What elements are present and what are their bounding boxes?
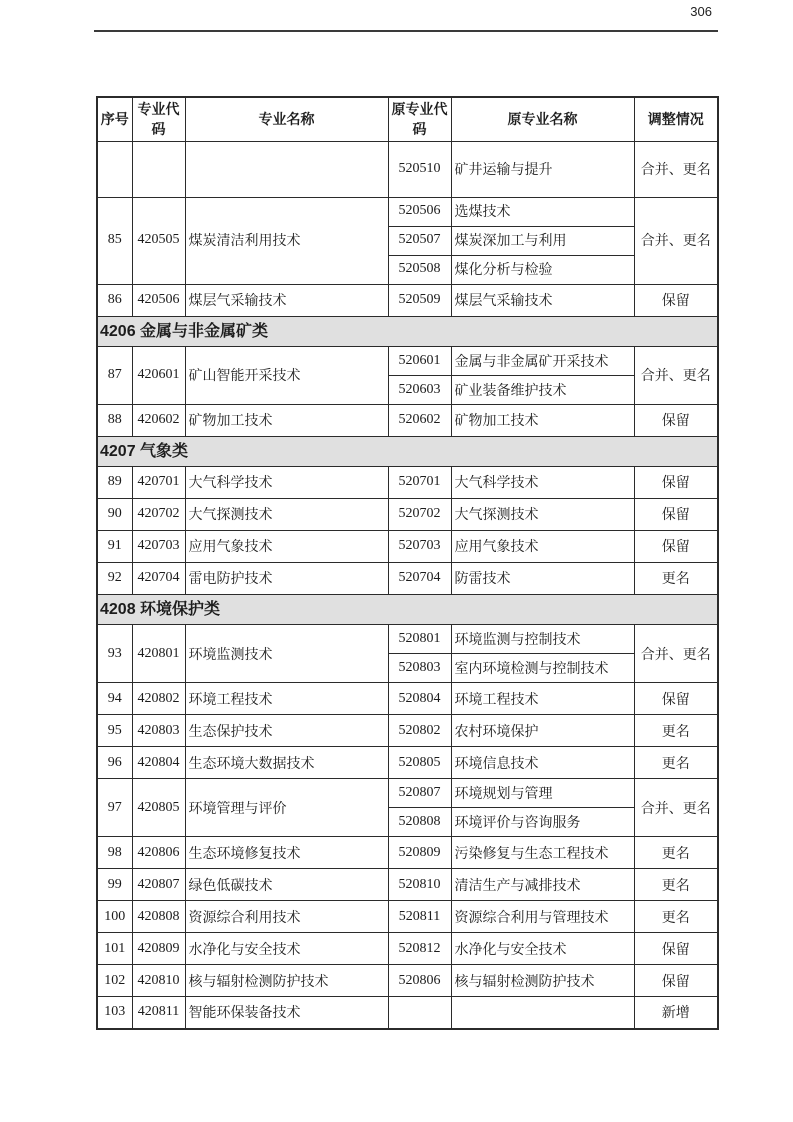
table-row	[97, 197, 718, 226]
cell-code: 420804	[132, 747, 185, 779]
cell-code: 420808	[132, 901, 185, 933]
cell-seq: 93	[97, 625, 132, 683]
cell-old-code: 520809	[388, 837, 451, 869]
cell-old-name: 核与辐射检测防护技术	[451, 965, 634, 997]
cell-code: 420803	[132, 715, 185, 747]
cell-code: 420601	[132, 346, 185, 404]
cell-old-code: 520603	[388, 375, 451, 404]
table-row	[97, 965, 718, 997]
cell-old-code	[388, 997, 451, 1029]
cell-code: 420602	[132, 404, 185, 436]
cell-seq: 87	[97, 346, 132, 404]
section-header-label: 4206 金属与非金属矿类	[97, 316, 718, 346]
cell-name: 矿物加工技术	[185, 404, 388, 436]
cell-adjust-status: 更名	[634, 869, 718, 901]
cell-old-code: 520701	[388, 466, 451, 498]
cell-seq: 96	[97, 747, 132, 779]
cell-name: 矿山智能开采技术	[185, 346, 388, 404]
col-header-seq: 序号	[97, 97, 132, 141]
cell-name: 资源综合利用技术	[185, 901, 388, 933]
cell-old-name: 污染修复与生态工程技术	[451, 837, 634, 869]
cell-code: 420704	[132, 562, 185, 594]
cell-code: 420811	[132, 997, 185, 1029]
cell-name: 核与辐射检测防护技术	[185, 965, 388, 997]
cell-old-name: 选煤技术	[451, 197, 634, 226]
cell-seq: 102	[97, 965, 132, 997]
cell-adjust-status: 保留	[634, 530, 718, 562]
col-header-old-code: 原专业代码	[388, 97, 451, 141]
cell-old-name: 环境监测与控制技术	[451, 625, 634, 654]
cell-name: 环境监测技术	[185, 625, 388, 683]
cell-seq: 89	[97, 466, 132, 498]
cell-name: 环境工程技术	[185, 683, 388, 715]
cell-adjust-status: 保留	[634, 498, 718, 530]
cell-old-name: 资源综合利用与管理技术	[451, 901, 634, 933]
cell-name: 雷电防护技术	[185, 562, 388, 594]
cell-seq: 97	[97, 779, 132, 837]
cell-old-name: 室内环境检测与控制技术	[451, 654, 634, 683]
cell-seq: 99	[97, 869, 132, 901]
cell-old-code: 520807	[388, 779, 451, 808]
cell-seq: 92	[97, 562, 132, 594]
cell-seq: 101	[97, 933, 132, 965]
cell-name: 大气探测技术	[185, 498, 388, 530]
cell-old-name: 清洁生产与减排技术	[451, 869, 634, 901]
cell-old-code: 520811	[388, 901, 451, 933]
cell-seq: 91	[97, 530, 132, 562]
cell-adjust-status: 更名	[634, 715, 718, 747]
section-header-row	[97, 316, 718, 346]
cell-code: 420801	[132, 625, 185, 683]
cell-adjust-status: 更名	[634, 747, 718, 779]
cell-name: 生态保护技术	[185, 715, 388, 747]
table-header	[97, 97, 718, 141]
header-row	[97, 97, 718, 141]
cell-code: 420807	[132, 869, 185, 901]
section-header-label: 4208 环境保护类	[97, 594, 718, 624]
cell-old-code: 520702	[388, 498, 451, 530]
cell-adjust-status: 更名	[634, 837, 718, 869]
col-header-adjust: 调整情况	[634, 97, 718, 141]
cell-adjust-status: 合并、更名	[634, 346, 718, 404]
cell-adjust-status: 合并、更名	[634, 141, 718, 197]
cell-old-name: 矿业装备维护技术	[451, 375, 634, 404]
cell-adjust-status: 保留	[634, 284, 718, 316]
cell-old-code: 520812	[388, 933, 451, 965]
cell-old-name: 环境工程技术	[451, 683, 634, 715]
cell-old-name	[451, 997, 634, 1029]
col-header-code: 专业代码	[132, 97, 185, 141]
cell-old-code: 520804	[388, 683, 451, 715]
cell-seq	[97, 141, 132, 197]
cell-old-name: 水净化与安全技术	[451, 933, 634, 965]
table-row	[97, 779, 718, 808]
cell-name: 绿色低碳技术	[185, 869, 388, 901]
cell-old-code: 520704	[388, 562, 451, 594]
cell-adjust-status: 保留	[634, 404, 718, 436]
cell-old-code: 520506	[388, 197, 451, 226]
cell-code: 420703	[132, 530, 185, 562]
cell-old-code: 520810	[388, 869, 451, 901]
cell-adjust-status: 合并、更名	[634, 625, 718, 683]
cell-old-code: 520507	[388, 226, 451, 255]
cell-seq: 100	[97, 901, 132, 933]
cell-old-code: 520703	[388, 530, 451, 562]
cell-seq: 103	[97, 997, 132, 1029]
table-row	[97, 141, 718, 197]
cell-seq: 88	[97, 404, 132, 436]
cell-old-name: 金属与非金属矿开采技术	[451, 346, 634, 375]
cell-old-code: 520801	[388, 625, 451, 654]
cell-name	[185, 141, 388, 197]
cell-seq: 95	[97, 715, 132, 747]
section-header-row	[97, 594, 718, 624]
table-row	[97, 498, 718, 530]
cell-old-name: 农村环境保护	[451, 715, 634, 747]
cell-seq: 98	[97, 837, 132, 869]
cell-old-name: 大气科学技术	[451, 466, 634, 498]
cell-old-code: 520806	[388, 965, 451, 997]
table-row	[97, 284, 718, 316]
table-row	[97, 562, 718, 594]
table-row	[97, 625, 718, 654]
cell-seq: 94	[97, 683, 132, 715]
cell-old-name: 防雷技术	[451, 562, 634, 594]
cell-old-code: 520805	[388, 747, 451, 779]
cell-code	[132, 141, 185, 197]
cell-adjust-status: 更名	[634, 562, 718, 594]
cell-old-code: 520509	[388, 284, 451, 316]
cell-old-name: 应用气象技术	[451, 530, 634, 562]
col-header-old-name: 原专业名称	[451, 97, 634, 141]
cell-adjust-status: 保留	[634, 683, 718, 715]
cell-name: 大气科学技术	[185, 466, 388, 498]
cell-adjust-status: 合并、更名	[634, 197, 718, 284]
cell-old-code: 520808	[388, 808, 451, 837]
table-row	[97, 530, 718, 562]
cell-old-code: 520802	[388, 715, 451, 747]
cell-code: 420806	[132, 837, 185, 869]
table-row	[97, 346, 718, 375]
table-row	[97, 869, 718, 901]
cell-adjust-status: 更名	[634, 901, 718, 933]
cell-old-name: 煤化分析与检验	[451, 255, 634, 284]
cell-name: 生态环境修复技术	[185, 837, 388, 869]
table-row	[97, 901, 718, 933]
cell-old-name: 环境规划与管理	[451, 779, 634, 808]
cell-code: 420505	[132, 197, 185, 284]
table-row	[97, 747, 718, 779]
cell-old-code: 520602	[388, 404, 451, 436]
majors-adjustment-table	[96, 96, 719, 1030]
cell-name: 应用气象技术	[185, 530, 388, 562]
table-row	[97, 715, 718, 747]
cell-name: 智能环保装备技术	[185, 997, 388, 1029]
cell-adjust-status: 新增	[634, 997, 718, 1029]
table-body	[97, 141, 718, 1029]
cell-old-code: 520510	[388, 141, 451, 197]
cell-old-name: 矿物加工技术	[451, 404, 634, 436]
cell-name: 煤层气采输技术	[185, 284, 388, 316]
table-row	[97, 997, 718, 1029]
cell-seq: 86	[97, 284, 132, 316]
cell-seq: 90	[97, 498, 132, 530]
cell-old-code: 520601	[388, 346, 451, 375]
cell-adjust-status: 保留	[634, 933, 718, 965]
cell-code: 420702	[132, 498, 185, 530]
cell-name: 生态环境大数据技术	[185, 747, 388, 779]
cell-old-name: 环境信息技术	[451, 747, 634, 779]
table-row	[97, 837, 718, 869]
cell-name: 水净化与安全技术	[185, 933, 388, 965]
cell-old-name: 矿井运输与提升	[451, 141, 634, 197]
cell-old-code: 520803	[388, 654, 451, 683]
cell-old-name: 环境评价与咨询服务	[451, 808, 634, 837]
table-row	[97, 683, 718, 715]
cell-name: 煤炭清洁利用技术	[185, 197, 388, 284]
cell-code: 420809	[132, 933, 185, 965]
table-row	[97, 466, 718, 498]
cell-adjust-status: 保留	[634, 466, 718, 498]
table-row	[97, 933, 718, 965]
cell-code: 420506	[132, 284, 185, 316]
section-header-row	[97, 436, 718, 466]
header-rule	[94, 30, 718, 32]
cell-code: 420802	[132, 683, 185, 715]
cell-adjust-status: 合并、更名	[634, 779, 718, 837]
cell-old-name: 大气探测技术	[451, 498, 634, 530]
page-number: 306	[690, 4, 712, 19]
cell-seq: 85	[97, 197, 132, 284]
table-row	[97, 404, 718, 436]
cell-code: 420805	[132, 779, 185, 837]
cell-code: 420810	[132, 965, 185, 997]
section-header-label: 4207 气象类	[97, 436, 718, 466]
cell-old-name: 煤层气采输技术	[451, 284, 634, 316]
col-header-name: 专业名称	[185, 97, 388, 141]
cell-adjust-status: 保留	[634, 965, 718, 997]
cell-old-name: 煤炭深加工与利用	[451, 226, 634, 255]
cell-name: 环境管理与评价	[185, 779, 388, 837]
cell-old-code: 520508	[388, 255, 451, 284]
cell-code: 420701	[132, 466, 185, 498]
